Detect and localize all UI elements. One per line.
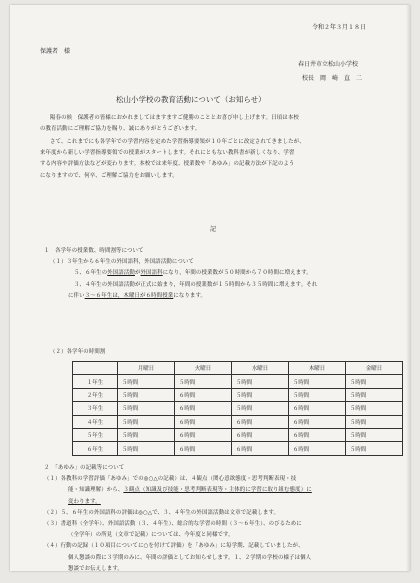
grade-label: ２年生 [73, 388, 118, 401]
circular-page [10, 5, 410, 571]
section1 [44, 246, 317, 302]
schedule-cell: ６時間 [175, 415, 232, 428]
item-line: （４）行動の記録（１０項目についてに○を付けて評価）を「あゆみ」に毎学期、記載していましたが、 [44, 543, 304, 550]
schedule-cell: ５時間 [289, 375, 346, 388]
intro-line: の教育活動にご理解ご協力を賜り、誠にありがとうございます。 [40, 126, 201, 133]
schedule-cell: ６時間 [175, 388, 232, 401]
grade-label: ３年生 [73, 402, 118, 415]
intro-line: 陽春の候 保護者の皆様におかれましてはますますご健勝のこととお喜び申し上げます。日頃は本校 [50, 115, 299, 121]
schedule-header-row [73, 362, 403, 375]
schedule-cell: ５時間 [118, 388, 175, 401]
schedule-row [73, 415, 403, 428]
schedule-cell: ６時間 [289, 415, 346, 428]
ki-heading: 記 [210, 226, 217, 233]
grade-label: ６年生 [73, 442, 118, 455]
item-line: 個人懇談の際に３学期のみに、年間の評価としてお知らせします。１、２学期の学校の様子は個人 [68, 554, 312, 561]
day-header: 火曜日 [175, 362, 232, 375]
page-fold-shadow [406, 5, 410, 571]
section2 [44, 463, 312, 571]
item1-line: ３、４年生の外国語活動が正式に始まり，年間の授業数が１５時間から３５時間に増えます。それ [74, 281, 318, 288]
grade-label: ５年生 [73, 428, 118, 441]
schedule-cell: ５時間 [232, 388, 289, 401]
document-title: 松山小学校の教育活動について（お知らせ） [116, 95, 266, 104]
schedule-cell: ５時間 [346, 428, 403, 441]
schedule-cell: ５時間 [346, 402, 403, 415]
item-line: （全学年）の所見（文章で記載）については、今年度と同様です。 [68, 532, 234, 539]
issue-date: 令和２年３月１８日 [312, 24, 367, 31]
schedule-cell: ５時間 [346, 388, 403, 401]
addressee: 保護者 様 [40, 48, 71, 55]
item-line: （３）書道科（全学年）、外国語活動（３、４年生）、総合的な学習の時間（３～６年生）、のびるために [44, 521, 302, 528]
schedule-cell: ５時間 [346, 442, 403, 455]
item-line: 変わります。 [68, 498, 101, 505]
schedule-cell: ６時間 [232, 442, 289, 455]
schedule-cell: ６時間 [289, 442, 346, 455]
intro-line: になりますので、何卒、ご理解ご協力をお願いします。 [40, 172, 178, 179]
schedule-cell: ５時間 [118, 428, 175, 441]
schedule-row [73, 402, 403, 415]
schedule-corner-cell [73, 362, 118, 375]
intro-notice [40, 137, 305, 182]
schedule-cell: ６時間 [289, 428, 346, 441]
schedule-cell: ６時間 [232, 415, 289, 428]
day-header: 水曜日 [232, 362, 289, 375]
schedule-cell: ５時間 [346, 375, 403, 388]
schedule-cell: ５時間 [346, 415, 403, 428]
schedule-cell: ５時間 [118, 415, 175, 428]
schedule-cell: ５時間 [118, 402, 175, 415]
item2-heading: （２）各学年の時間割 [50, 349, 106, 355]
schedule-cell: ５時間 [175, 375, 232, 388]
schedule-row [73, 428, 403, 441]
section1-heading: １ 各学年の授業数、時間割等について [44, 248, 144, 254]
intro-line: する内容や評価方法などが変わります。本校では来年度、授業数や「あゆみ」の記載方法が下記のよう [40, 161, 295, 168]
item-line: （２）５、６年生の外国語科の評価は◎○△で、３、４年生の外国語活動は文章で記載します。 [44, 509, 280, 516]
item1-heading: （１）３年生から６年生の外国語科，外国語活動について [50, 259, 194, 266]
intro-line: さて、これまでにも各学年での学習内容を定めた学習指導要領が１０年ごとに改定されてきましたが、 [50, 139, 305, 145]
grade-label: １年生 [73, 375, 118, 388]
item-line: （１）各教科の学習評価「あゆみ」での◎○△の記載）は、４観点（関心意欲態度・思考判断表現・技 [44, 476, 297, 483]
section2-heading: ２ 「あゆみ」の記載等について [44, 465, 125, 471]
schedule-cell: ５時間 [232, 402, 289, 415]
schedule-cell: ６時間 [175, 402, 232, 415]
intro-line: 来年度から新しい学習指導要領での授業がスタートします。それにともない教科書が新しくなり、学習 [40, 150, 295, 157]
schedule-cell: ５時間 [289, 388, 346, 401]
intro-greeting [40, 113, 299, 135]
schedule-table [72, 361, 403, 456]
day-header: 木曜日 [289, 362, 346, 375]
schedule-cell: ６時間 [289, 402, 346, 415]
schedule-cell: ６時間 [175, 428, 232, 441]
schedule-cell: ５時間 [118, 375, 175, 388]
day-header: 月曜日 [118, 362, 175, 375]
schedule-row [73, 442, 403, 455]
day-header: 金曜日 [346, 362, 403, 375]
school-name: 春日井市立松山小学校 [298, 61, 359, 68]
item-line: 懇談でお伝えします。 [68, 565, 123, 571]
item1-line: ５、６年生の外国語活動が外国語科になり，年間の授業数が５０時間から７０時間に増えます。 [74, 270, 312, 277]
schedule-cell: ５時間 [118, 442, 175, 455]
grade-label: ４年生 [73, 415, 118, 428]
schedule-cell: ６時間 [232, 428, 289, 441]
item1-line: に伴い３～６年生は，木曜日が６時間授業になります。 [68, 292, 207, 299]
item-line: 能・知識理解）から、３観点（知識及び技能・思考判断表現等・主体的に学習に取り組む態度）に [68, 487, 312, 494]
schedule-cell: ６時間 [175, 442, 232, 455]
principal-name: 校長 岡 崎 直 二 [302, 75, 363, 82]
schedule-cell: ５時間 [232, 375, 289, 388]
schedule-row [73, 388, 403, 401]
schedule-row [73, 375, 403, 388]
